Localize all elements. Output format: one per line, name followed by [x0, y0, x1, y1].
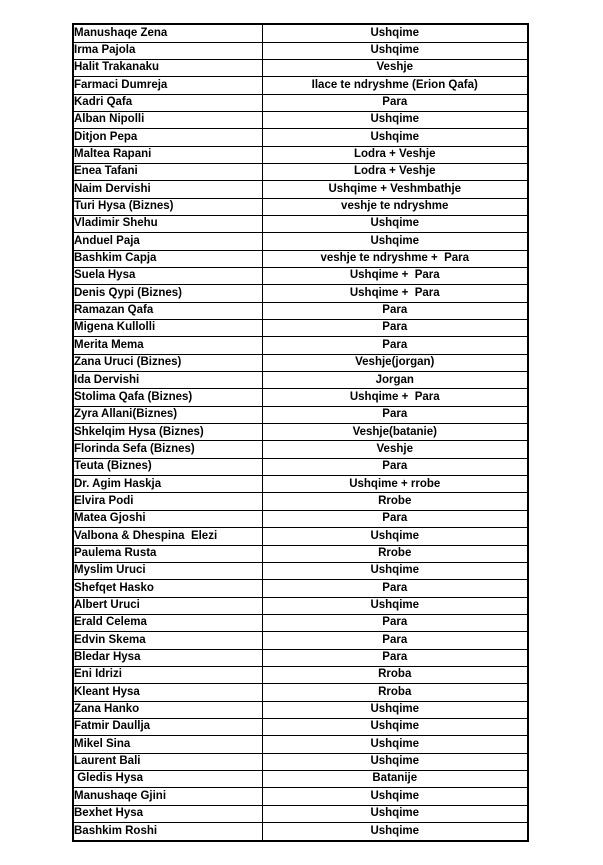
donor-name-cell: Dr. Agim Haskja — [73, 476, 262, 493]
donor-name-cell: Zana Uruci (Biznes) — [73, 354, 262, 371]
donor-name-cell: Shkelqim Hysa (Biznes) — [73, 424, 262, 441]
donor-name-cell: Paulema Rusta — [73, 545, 262, 562]
table-row — [73, 198, 528, 215]
donation-type-cell: Batanije — [262, 770, 528, 787]
donation-type-cell: Para — [262, 337, 528, 354]
table-row — [73, 632, 528, 649]
table-row — [73, 753, 528, 770]
donation-type-cell: Lodra + Veshje — [262, 146, 528, 163]
donation-type-cell: Veshje(batanie) — [262, 424, 528, 441]
donation-type-cell: Lodra + Veshje — [262, 163, 528, 180]
donation-type-cell: Ushqime — [262, 718, 528, 735]
table-row — [73, 354, 528, 371]
table-row — [73, 94, 528, 111]
donor-name-cell: Turi Hysa (Biznes) — [73, 198, 262, 215]
donor-name-cell: Manushaqe Zena — [73, 24, 262, 42]
donor-name-cell: Alban Nipolli — [73, 111, 262, 128]
donor-name-cell: Laurent Bali — [73, 753, 262, 770]
donor-name-cell: Naim Dervishi — [73, 181, 262, 198]
table-row — [73, 493, 528, 510]
donor-name-cell: Shefqet Hasko — [73, 580, 262, 597]
table-row — [73, 701, 528, 718]
donation-type-cell: Para — [262, 94, 528, 111]
donation-type-cell: Rrobe — [262, 493, 528, 510]
donor-name-cell: Suela Hysa — [73, 268, 262, 285]
donor-name-cell: Halit Trakanaku — [73, 59, 262, 76]
table-row — [73, 233, 528, 250]
table-row — [73, 424, 528, 441]
donation-type-cell: veshje te ndryshme + Para — [262, 250, 528, 267]
table-row — [73, 736, 528, 753]
donation-type-cell: Ushqime + Veshmbathje — [262, 181, 528, 198]
donation-type-cell: Ushqime — [262, 562, 528, 579]
table-row — [73, 59, 528, 76]
donor-name-cell: Erald Celema — [73, 614, 262, 631]
donation-type-cell: Ushqime — [262, 753, 528, 770]
donation-type-cell: Para — [262, 406, 528, 423]
table-row — [73, 528, 528, 545]
table-row — [73, 476, 528, 493]
table-row — [73, 510, 528, 527]
donation-type-cell: Ushqime + Para — [262, 389, 528, 406]
donation-type-cell: Rrobe — [262, 545, 528, 562]
donor-name-cell: Farmaci Dumreja — [73, 77, 262, 94]
donation-type-cell: Para — [262, 649, 528, 666]
donor-name-cell: Bexhet Hysa — [73, 805, 262, 822]
table-row — [73, 320, 528, 337]
donor-name-cell: Enea Tafani — [73, 163, 262, 180]
donation-type-cell: Para — [262, 458, 528, 475]
donation-type-cell: Ushqime — [262, 111, 528, 128]
table-row — [73, 268, 528, 285]
donor-name-cell: Myslim Uruci — [73, 562, 262, 579]
table-row — [73, 372, 528, 389]
donation-type-cell: Ushqime — [262, 701, 528, 718]
donation-type-cell: Veshje(jorgan) — [262, 354, 528, 371]
donation-type-cell: Jorgan — [262, 372, 528, 389]
donation-type-cell: Veshje — [262, 59, 528, 76]
table-row — [73, 111, 528, 128]
donor-name-cell: Gledis Hysa — [73, 770, 262, 787]
donation-type-cell: Para — [262, 320, 528, 337]
donor-name-cell: Zyra Allani(Biznes) — [73, 406, 262, 423]
donor-name-cell: Manushaqe Gjini — [73, 788, 262, 805]
donation-type-cell: Rroba — [262, 666, 528, 683]
donation-type-cell: Ushqime — [262, 215, 528, 232]
donor-name-cell: Florinda Sefa (Biznes) — [73, 441, 262, 458]
table-row — [73, 597, 528, 614]
donor-table-body — [73, 24, 528, 841]
donation-type-cell: veshje te ndryshme — [262, 198, 528, 215]
table-row — [73, 580, 528, 597]
donor-name-cell: Elvira Podi — [73, 493, 262, 510]
donation-type-cell: Ushqime + Para — [262, 268, 528, 285]
donor-name-cell: Edvin Skema — [73, 632, 262, 649]
table-row — [73, 406, 528, 423]
table-row — [73, 129, 528, 146]
donation-type-cell: Veshje — [262, 441, 528, 458]
donor-name-cell: Ida Dervishi — [73, 372, 262, 389]
donation-type-cell: Ushqime — [262, 736, 528, 753]
table-row — [73, 823, 528, 841]
donor-name-cell: Albert Uruci — [73, 597, 262, 614]
table-row — [73, 545, 528, 562]
donor-name-cell: Migena Kullolli — [73, 320, 262, 337]
donation-type-cell: Para — [262, 614, 528, 631]
donor-name-cell: Stolima Qafa (Biznes) — [73, 389, 262, 406]
donor-name-cell: Matea Gjoshi — [73, 510, 262, 527]
table-row — [73, 215, 528, 232]
donation-type-cell: Para — [262, 580, 528, 597]
table-row — [73, 805, 528, 822]
donor-name-cell: Fatmir Daullja — [73, 718, 262, 735]
table-row — [73, 285, 528, 302]
table-row — [73, 684, 528, 701]
donation-type-cell: Ushqime — [262, 24, 528, 42]
table-row — [73, 163, 528, 180]
donor-name-cell: Kadri Qafa — [73, 94, 262, 111]
table-row — [73, 649, 528, 666]
donor-name-cell: Bledar Hysa — [73, 649, 262, 666]
table-row — [73, 146, 528, 163]
donation-type-cell: Ushqime — [262, 233, 528, 250]
donation-type-cell: Ushqime — [262, 42, 528, 59]
table-row — [73, 770, 528, 787]
table-row — [73, 458, 528, 475]
table-row — [73, 718, 528, 735]
donation-type-cell: Para — [262, 510, 528, 527]
donor-name-cell: Valbona & Dhespina Elezi — [73, 528, 262, 545]
donor-name-cell: Eni Idrizi — [73, 666, 262, 683]
table-row — [73, 250, 528, 267]
donation-type-cell: Ushqime — [262, 788, 528, 805]
donation-type-cell: Ushqime — [262, 823, 528, 841]
table-row — [73, 42, 528, 59]
donation-type-cell: Ushqime — [262, 528, 528, 545]
table-row — [73, 441, 528, 458]
donor-name-cell: Bashkim Capja — [73, 250, 262, 267]
donor-name-cell: Teuta (Biznes) — [73, 458, 262, 475]
table-row — [73, 302, 528, 319]
donation-type-cell: Rroba — [262, 684, 528, 701]
table-row — [73, 24, 528, 42]
donor-name-cell: Anduel Paja — [73, 233, 262, 250]
table-row — [73, 337, 528, 354]
donor-name-cell: Maltea Rapani — [73, 146, 262, 163]
table-row — [73, 614, 528, 631]
donor-name-cell: Ramazan Qafa — [73, 302, 262, 319]
donor-name-cell: Ditjon Pepa — [73, 129, 262, 146]
donor-name-cell: Merita Mema — [73, 337, 262, 354]
donation-type-cell: Para — [262, 302, 528, 319]
donation-type-cell: Ushqime — [262, 129, 528, 146]
donation-type-cell: Para — [262, 632, 528, 649]
table-row — [73, 788, 528, 805]
table-row — [73, 666, 528, 683]
donor-name-cell: Zana Hanko — [73, 701, 262, 718]
donation-type-cell: Ushqime + Para — [262, 285, 528, 302]
table-row — [73, 389, 528, 406]
donor-name-cell: Mikel Sina — [73, 736, 262, 753]
donation-type-cell: Ilace te ndryshme (Erion Qafa) — [262, 77, 528, 94]
donation-type-cell: Ushqime — [262, 805, 528, 822]
donor-name-cell: Bashkim Roshi — [73, 823, 262, 841]
donor-name-cell: Kleant Hysa — [73, 684, 262, 701]
donation-type-cell: Ushqime + rrobe — [262, 476, 528, 493]
table-row — [73, 77, 528, 94]
donor-name-cell: Vladimir Shehu — [73, 215, 262, 232]
donation-type-cell: Ushqime — [262, 597, 528, 614]
table-row — [73, 562, 528, 579]
table-row — [73, 181, 528, 198]
donor-name-cell: Denis Qypi (Biznes) — [73, 285, 262, 302]
donor-table — [72, 23, 529, 842]
donor-name-cell: Irma Pajola — [73, 42, 262, 59]
